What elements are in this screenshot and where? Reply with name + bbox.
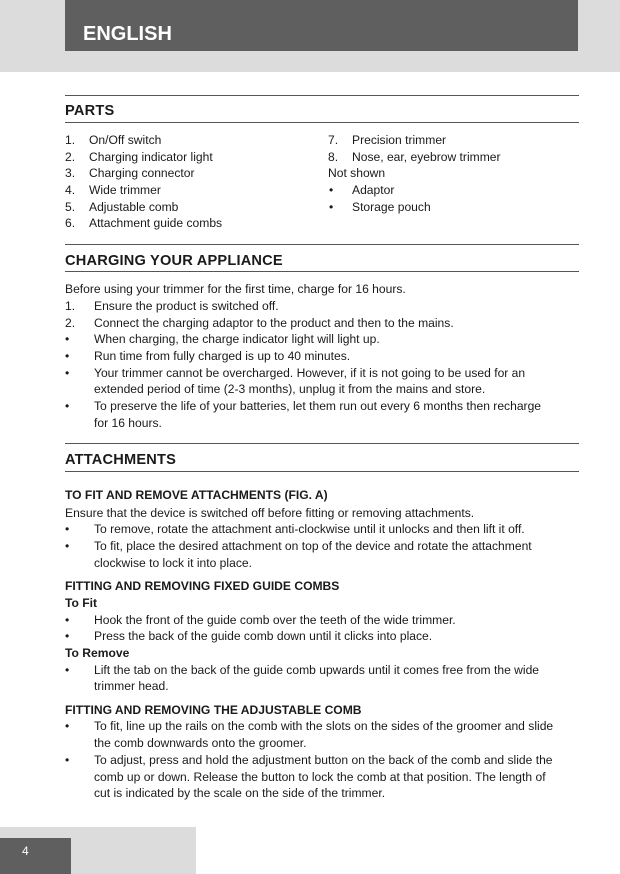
parts-item: Precision trimmer [352,133,447,147]
list-line: Ensure the product is switched off. [94,299,279,313]
list-marker: • [65,663,70,677]
list-marker: • [65,539,70,553]
list-line: cut is indicated by the scale on the side of the trimmer. [94,786,386,800]
bullet: • [329,183,334,197]
list-line: Run time from fully charged is up to 40 minutes. [94,349,351,363]
charging-intro: Before using your trimmer for the first time, charge for 16 hours. [65,282,406,296]
parts-item: On/Off switch [89,133,162,147]
list-line: extended period of time (2-3 months), unplug it from the mains and store. [94,382,486,396]
not-shown-label: Not shown [328,166,386,180]
section-rule-top [65,95,579,96]
attachments-title: ATTACHMENTS [65,452,177,468]
list-line: To preserve the life of your batteries, let them run out every 6 months then recharge [94,399,542,413]
section-rule-bottom [65,471,579,472]
list-marker: • [65,719,70,733]
parts-num: 5. [65,200,76,214]
parts-num: 8. [328,150,339,164]
list-marker: • [65,349,70,363]
list-line: Press the back of the guide comb down until it clicks into place. [94,629,433,643]
fit-remove-intro: Ensure that the device is switched off before fitting or removing attachments. [65,506,475,520]
section-rule-top [65,443,579,444]
list-marker: • [65,629,70,643]
language-header [65,0,578,51]
parts-num: 7. [328,133,339,147]
list-line: comb up or down. Release the button to lock the comb at that position. The length of [94,770,546,784]
list-marker: • [65,332,70,346]
parts-item: Nose, ear, eyebrow trimmer [352,150,501,164]
language-label: ENGLISH [83,23,172,45]
list-line: To adjust, press and hold the adjustment button on the back of the comb and slide the [94,753,553,767]
list-marker: 2. [65,316,76,330]
parts-num: 3. [65,166,76,180]
parts-item: Charging indicator light [89,150,213,164]
list-line: Lift the tab on the back of the guide comb upwards until it comes free from the wide [94,663,540,677]
list-marker: • [65,399,70,413]
parts-item: Attachment guide combs [89,216,223,230]
list-marker: 1. [65,299,76,313]
list-marker: • [65,522,70,536]
list-line: To fit, line up the rails on the comb with the slots on the sides of the groomer and slide [94,719,554,733]
page-number-box [0,838,71,874]
list-line: Connect the charging adaptor to the product and then to the mains. [94,316,454,330]
parts-item: Adaptor [352,183,395,197]
parts-item: Adjustable comb [89,200,179,214]
fixed-combs-heading: FITTING AND REMOVING FIXED GUIDE COMBS [65,579,340,593]
parts-item: Wide trimmer [89,183,161,197]
parts-title: PARTS [65,103,115,119]
fit-remove-heading: TO FIT AND REMOVE ATTACHMENTS (FIG. A) [65,488,328,502]
parts-num: 6. [65,216,76,230]
list-line: Hook the front of the guide comb over the teeth of the wide trimmer. [94,613,456,627]
charging-title: CHARGING YOUR APPLIANCE [65,253,283,269]
section-rule-top [65,244,579,245]
list-line: for 16 hours. [94,416,162,430]
list-line: Your trimmer cannot be overcharged. However, if it is not going to be used for an [94,366,526,380]
list-marker: • [65,613,70,627]
list-line: When charging, the charge indicator light will light up. [94,332,380,346]
list-marker: • [65,753,70,767]
list-line: To remove, rotate the attachment anti-clockwise until it unlocks and then lift it off. [94,522,525,536]
adjustable-comb-heading: FITTING AND REMOVING THE ADJUSTABLE COMB [65,703,362,717]
section-rule-bottom [65,271,579,272]
parts-item: Charging connector [89,166,195,180]
list-line: clockwise to lock it into place. [94,556,252,570]
list-line: the comb downwards onto the groomer. [94,736,307,750]
page-number: 4 [22,844,29,858]
to-fit-label: To Fit [65,596,98,610]
list-line: To fit, place the desired attachment on top of the device and rotate the attachment [94,539,532,553]
list-marker: • [65,366,70,380]
parts-item: Storage pouch [352,200,431,214]
parts-num: 2. [65,150,76,164]
parts-num: 1. [65,133,76,147]
to-remove-label: To Remove [65,646,130,660]
section-rule-bottom [65,122,579,123]
bullet: • [329,200,334,214]
list-line: trimmer head. [94,679,169,693]
parts-num: 4. [65,183,76,197]
